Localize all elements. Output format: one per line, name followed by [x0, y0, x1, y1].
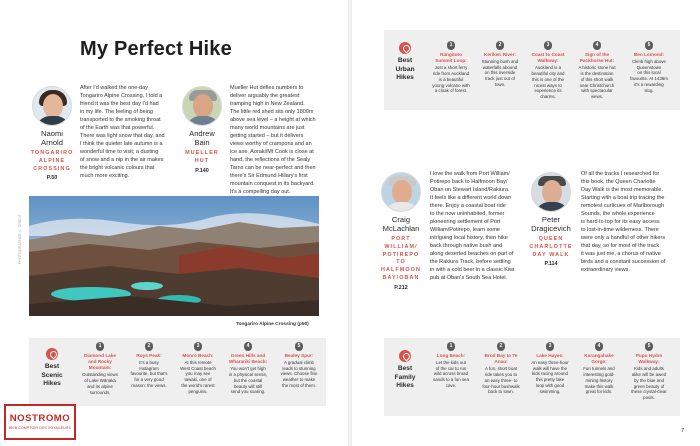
urban-hike-item: 2 Kerikeri River: Stunning bush and waterfalls abound on this riverside track just out of town. [481, 42, 519, 88]
urban-hike-item: 5 Ben Lomond: Climb high above Queenstown on this local favourite. At 1438m it's a rewarding slog. [630, 42, 668, 94]
nostromo-logo: NOSTROMO WEB COMPTOIR DES VOYAGEURS [4, 404, 76, 440]
page-gutter [348, 0, 352, 446]
author-page-ref: P.50 [46, 175, 58, 182]
author-page-ref: P.212 [394, 284, 408, 291]
quote-naomi-arnold: After I'd walked the one-day Tongariro Alpine Crossing, I told a friend it was the best day I'd had in my life. The feeling of being transported to the smoking throat of the Earth was that powerful. There was light snow that day, and I think the quieter late autumn is a wonderful time to visit; a dusting of snow and a nip in the air makes the bright volcanic colours that much more exciting. [80, 85, 165, 180]
author-naomi-arnold [26, 86, 78, 181]
tongariro-landscape-illustration [29, 196, 319, 316]
author-peter-dragicevich [524, 172, 578, 267]
best-family-hikes-box [384, 338, 680, 416]
author-name: Peter Dragicevich [531, 215, 571, 234]
best-scenic-hikes-box [29, 338, 326, 406]
author-walk: MUELLER HUT [185, 149, 219, 164]
location-pin-icon [399, 350, 411, 362]
urban-hike-item: 4 Sign of the Packhorse Hut: A historic stone hut is the destination of this short walk near Christchurch with spectacular views. [578, 42, 616, 100]
location-pin-icon [46, 348, 58, 360]
author-portrait [531, 172, 571, 212]
quote-peter-dragicevich: Of all the tracks I researched for this book, the Queen Charlotte Day Walk is the most memorable. Starting with a boat trip tracing the remotest curlicues of Marlborough Sounds, the whole experience is hard to top for its easy access to lost-in-time wilderness. There were only a handful of other hikers that day, so for most of the track it was just me, a chorus of native birds and a constant succession of extraordinary views. [581, 171, 666, 274]
author-name: Naomi Arnold [41, 129, 63, 148]
scenic-hike-item: 3 Monro Beach: At this remote West Coast beach you may see tawaki, one of the world's rarest penguins. [180, 343, 216, 395]
box-heading [388, 350, 422, 391]
box-label: Best Scenic Hikes [41, 363, 63, 388]
author-walk: TONGARIRO ALPINE CROSSING [30, 149, 74, 172]
family-hike-item: 4 Karangahake Gorge: Fun tunnels and interesting gold- mining history make this walk great for kids. [583, 343, 615, 395]
photo-caption: Tongariro Alpine Crossing (p50) [236, 322, 309, 327]
author-andrew-bain [176, 86, 228, 174]
photo-credit: PHOTOGRAPHER © CREDIT [18, 214, 22, 264]
box-heading [35, 348, 69, 389]
family-hike-item: 5 Pupu Hydro Walkway: Kids and adults alike will be awed by the blue and green beauty of these crystal-clear pools. [631, 343, 667, 401]
family-hike-item: 2 Brod Bay to Te Anau: A fun, short boat ride takes you to an easy three- to four-hour bushwalk back to town. [482, 343, 520, 395]
scenic-hike-item: 4 Green Hills and Wharariki Beach: You won't get high in a physical sense, but the coastal beauty will still send you soaring. [228, 343, 268, 395]
scenic-hike-item: 1 Diamond Lake and Rocky Mountain: Outstanding views of Lake Wānaka and its alpine surrounds. [82, 343, 118, 395]
family-hike-item: 3 Lake Hayes: An easy three-hour walk will have the kids racing around this pretty lake loop with good swimming. [531, 343, 569, 395]
scenic-hike-item: 5 Bealey Spur: A gradual climb leads to stunning views. Choose fine weather to make the most of them. [280, 343, 318, 389]
best-urban-hikes-box [384, 30, 680, 110]
author-name: Andrew Bain [189, 129, 215, 148]
author-walk: PORT WILLIAM/ POTIREPO TO HALFMOON BAY/OBAN [381, 235, 421, 282]
author-craig-mclachlan [375, 172, 427, 291]
quote-craig-mclachlan: I love the walk from Port William/ Potirepo back to Halfmoon Bay/ Oban on Stewart Island/Rakiura. It feels like a different world down there. Enjoy a coastal boat ride to the now uninhabited, former pioneering settlement of Port William/Potirepo, learn some intriguing local history, then hike back through native bush and along deserted beaches on part of the Rakiura Track, before settling in with a cold beer in a classic Kiwi pub at Oban's South Sea Hotel. [430, 171, 515, 282]
author-walk: QUEEN CHARLOTTE DAY WALK [529, 235, 573, 258]
quote-andrew-bain: Mueller Hut defies numbers to deliver arguably the greatest tramping high in New Zealand. The little red shed sits only 1800m above sea level – a height at which many world mountains are just getting started – but it delivers views worthy of crampons and an ice axe. Aoraki/Mt Cook is close at hand, the reflections of the Sealy Tarns can be near-perfect and then there's Sir Edmund Hillary's first mountain conquest in its backyard. It's a compelling day out. [230, 85, 316, 196]
author-portrait [182, 86, 222, 126]
author-page-ref: P.140 [195, 167, 209, 174]
author-portrait [381, 172, 421, 212]
box-heading [388, 42, 422, 83]
author-page-ref: P.114 [544, 261, 558, 268]
author-portrait [32, 86, 72, 126]
location-pin-icon [399, 42, 411, 54]
box-label: Best Family Hikes [394, 365, 416, 390]
box-label: Best Urban Hikes [395, 57, 415, 82]
urban-hike-item: 3 Coast to Coast Walkway: Auckland is a beautiful city and this is one of the nicest ways to experience its charms. [531, 42, 565, 100]
page-title: My Perfect Hike [80, 38, 232, 60]
author-name: Craig McLachlan [382, 215, 420, 234]
family-hike-item: 1 Long Beach: Let the kids out of the car to run wild across broad sands to a fun sea cave. [433, 343, 469, 389]
urban-hike-item: 1 Rangitoto Summit Loop: Just a short ferry ride from Auckland is a beautiful young volcano with a cloak of forest. [432, 42, 470, 94]
scenic-hike-item: 2 Roys Peak: It's a busy Instagram favourite, but that's for a very good reason: the views. [130, 343, 168, 389]
page-number: 7 [681, 428, 685, 434]
landscape-photo [29, 196, 319, 316]
